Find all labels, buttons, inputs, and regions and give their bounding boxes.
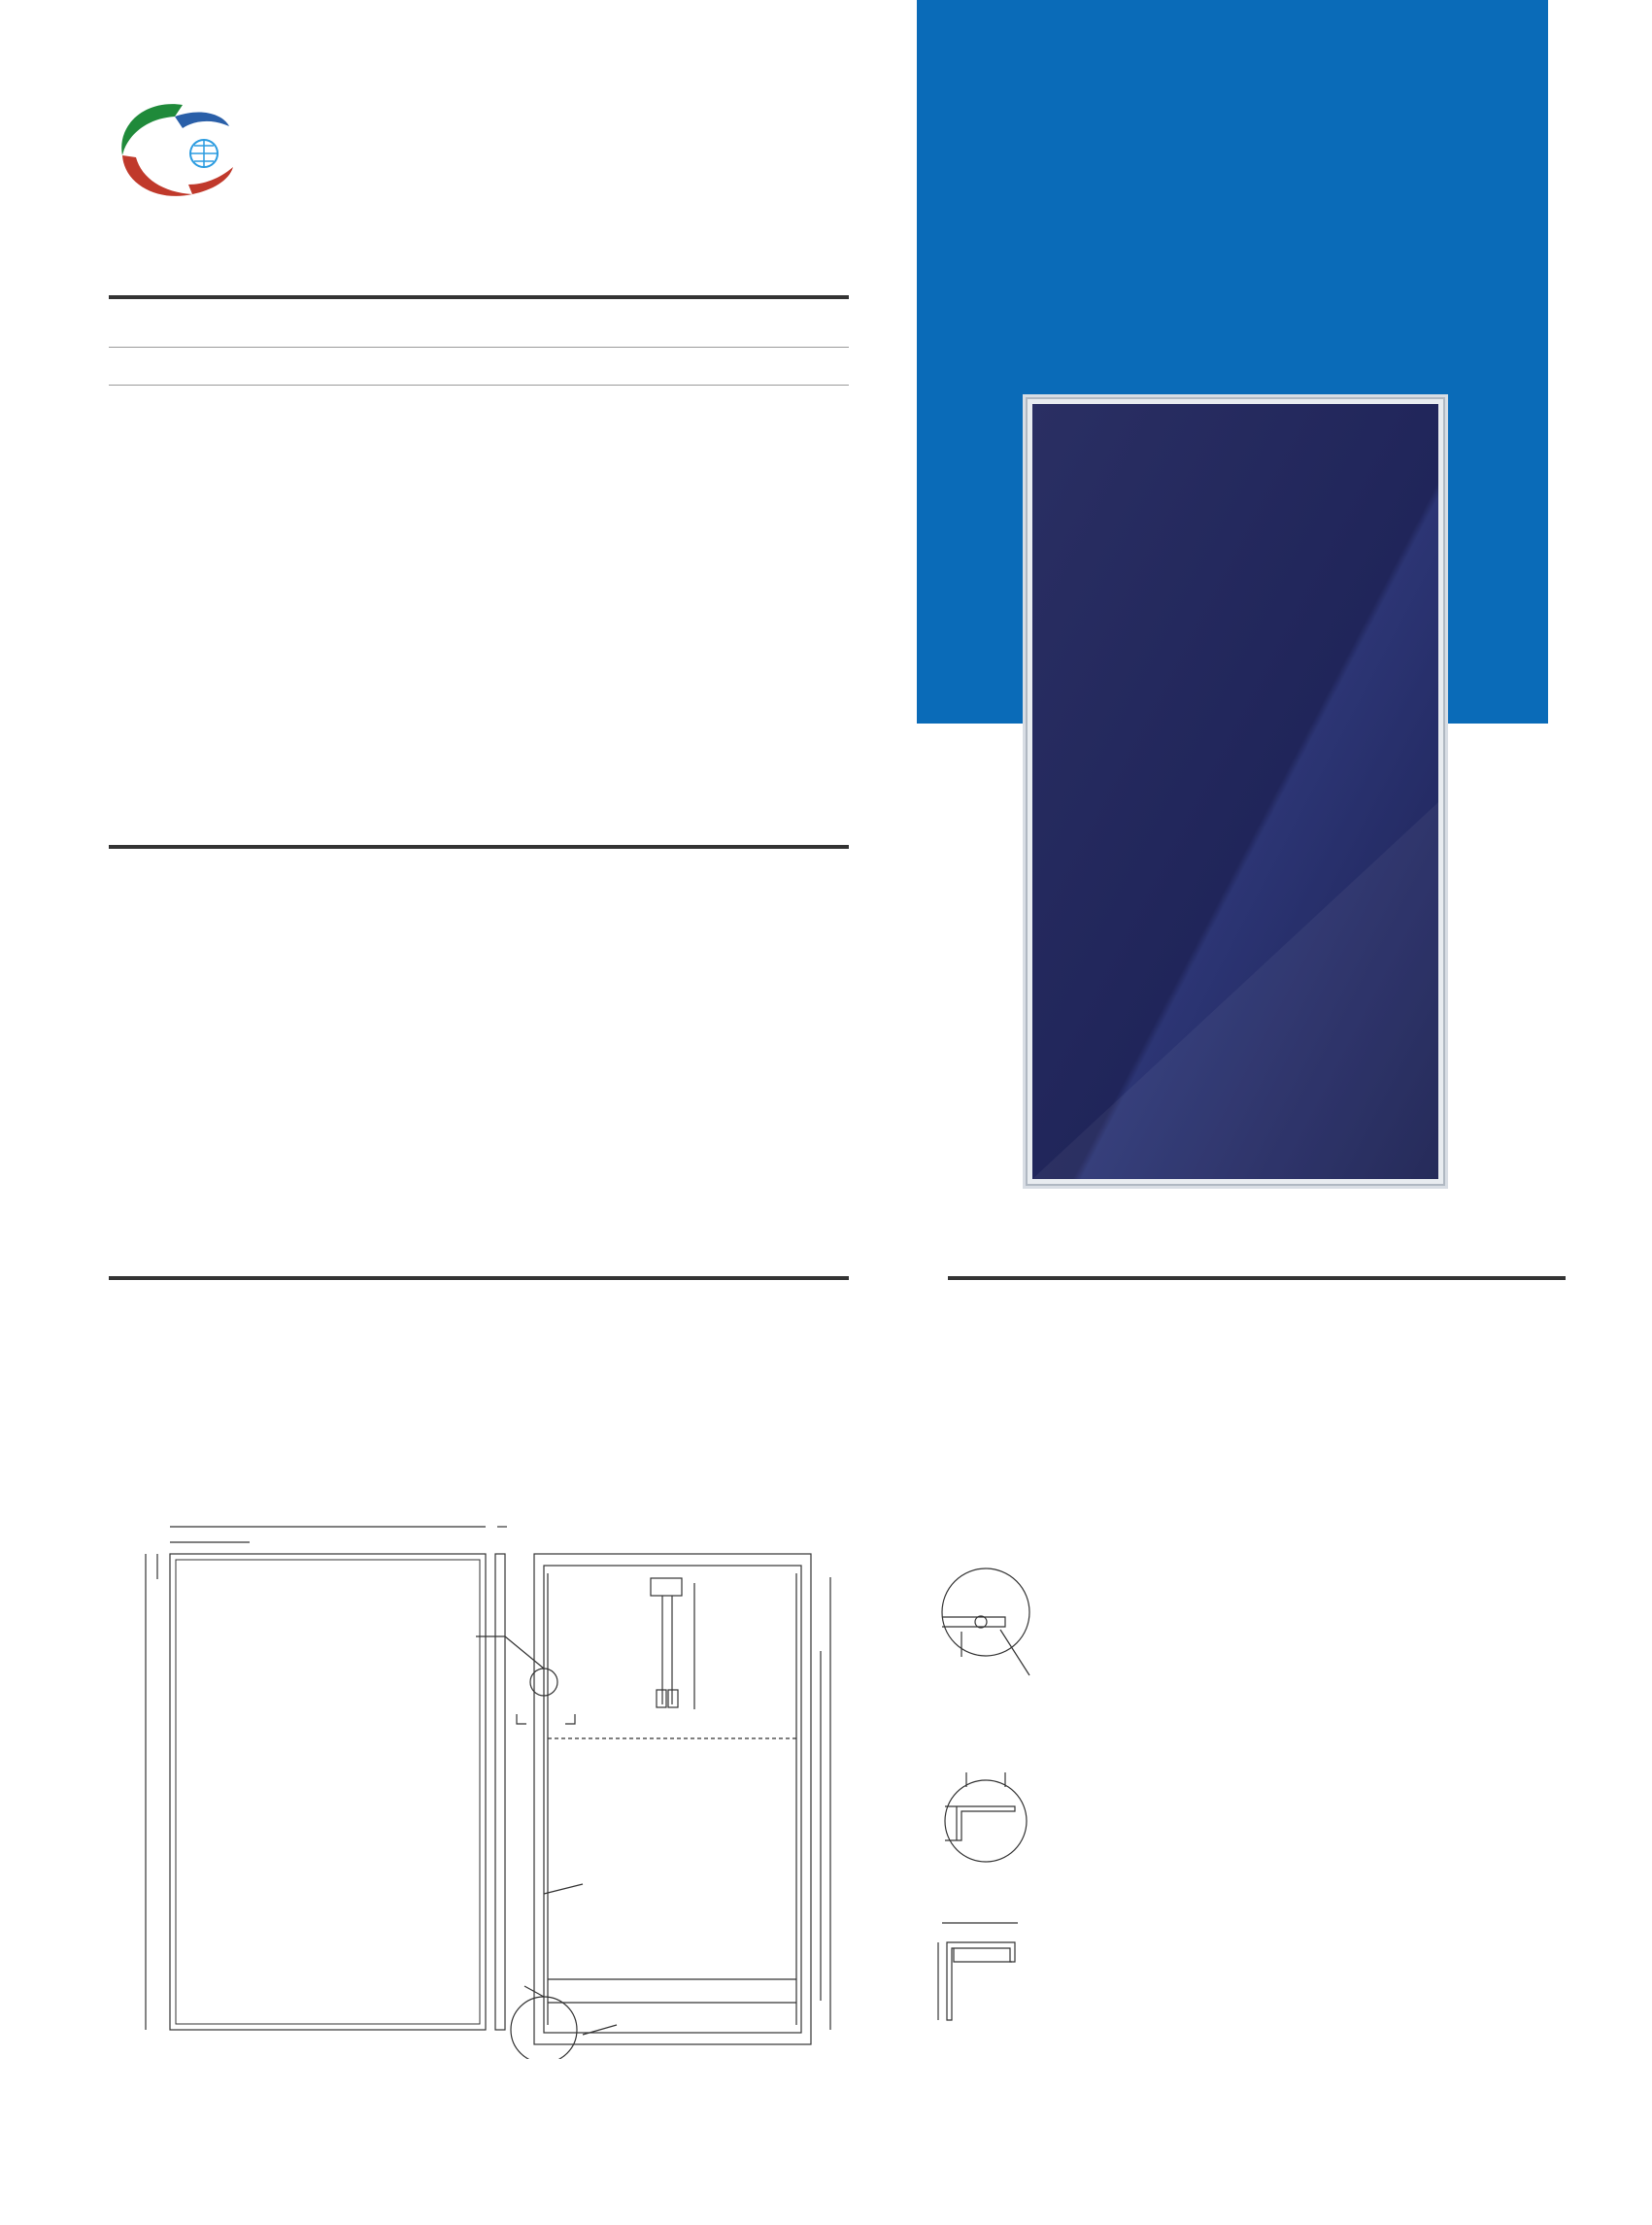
dimension-drawings <box>126 1515 1059 2059</box>
company-logo <box>115 97 241 204</box>
solar-panel-image <box>1023 394 1448 1189</box>
electrical-section-header <box>109 253 849 299</box>
front-view-frame <box>170 1554 486 2030</box>
temperature-section-header <box>109 1233 849 1280</box>
iv-curve-chart <box>1088 1632 1573 2020</box>
stc-row <box>109 347 849 386</box>
mechanical-section-header <box>109 802 849 849</box>
packing-section-header <box>948 1233 1566 1280</box>
module-type-row <box>109 309 849 348</box>
